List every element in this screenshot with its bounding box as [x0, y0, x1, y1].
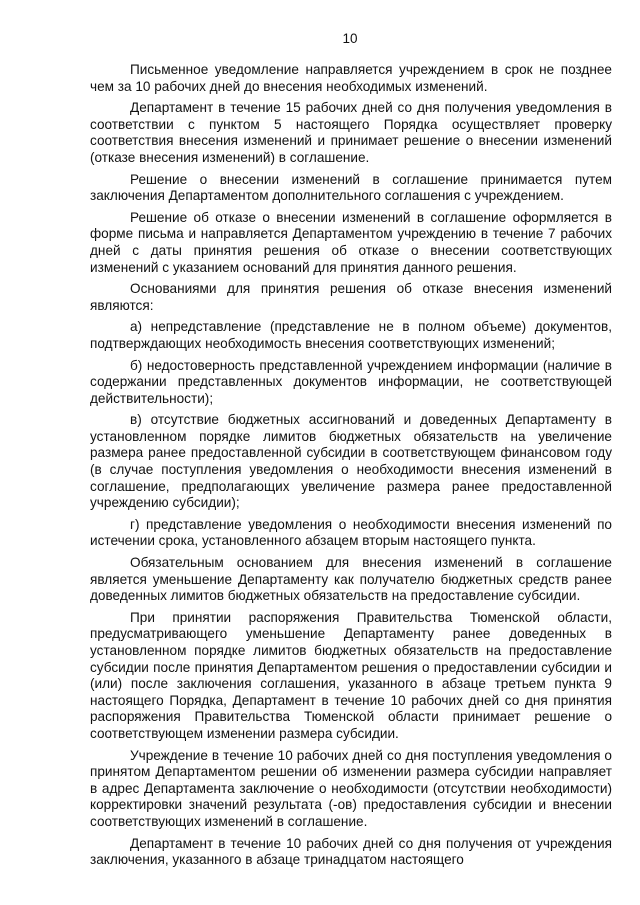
list-item-a: а) непредставление (представление не в полном объеме) документов, подтверждающих необходимость внесения соответствующих изменений;: [90, 319, 612, 351]
list-item-g: г) представление уведомления о необходимости внесения изменений по истечении срока, установленного абзацем вторым настоящего пункта.: [90, 516, 612, 549]
paragraph: При принятии распоряжения Правительства Тюменской области, предусматривающего уменьшение Департаменту ранее доведенных в установленном порядке лимитов бюджетных обязательств на предоставление субсидии после принятия Департаментом решения о предоставлении субсидии и (или) после заключения соглашения, указанного в абзаце третьем пункта 9 настоящего Порядка, Департамент в течение 10 рабочих дней со дня принятия распоряжения Правительства Тюменской области принимает решение о соответствующем изменении размера субсидии.: [90, 609, 612, 741]
paragraph: Решение об отказе о внесении изменений в соглашение оформляется в форме письма и направляется Департаментом учреждению в течение 7 рабочих дней с даты принятия решения об отказе о внесении соответствующих изменений с указанием оснований для принятия данного решения.: [90, 209, 612, 275]
paragraph: Департамент в течение 15 рабочих дней со дня получения уведомления в соответствии с пунктом 5 настоящего Порядка осуществляет проверку соответствия внесения изменений и принимает решение о внесении изменений (отказе внесения изменений) в соглашение.: [90, 100, 612, 165]
list-item-v: в) отсутствие бюджетных ассигнований и доведенных Департаменту в установленном порядке лимитов бюджетных обязательств на увеличение размера ранее предоставленной субсидии в соответствующем финансовом году (в случае поступления уведомления о необходимости внесения изменений в соглашение, предполагающих увеличение размера ранее предоставленной учреждению субсидии);: [90, 412, 612, 511]
paragraph: Основаниями для принятия решения об отказе внесения изменений являются:: [90, 281, 612, 313]
paragraph: Учреждение в течение 10 рабочих дней со дня поступления уведомления о принятом Департаментом решении об изменении размера субсидии направляет в адрес Департамента заключение о необходимости (отсутствии необходимости) корректировки значений результата (-ов) предоставления субсидии и внесении соответствующих изменений в соглашение.: [90, 747, 612, 829]
list-item-b: б) недостоверность представленной учреждением информации (наличие в содержании представленных документов информации, не соответствующей действительности);: [90, 357, 612, 406]
paragraph: Обязательным основанием для внесения изменений в соглашение является уменьшение Департаменту как получателю бюджетных средств ранее доведенных лимитов бюджетных обязательств на предоставление субсидии.: [90, 555, 612, 604]
paragraph: Департамент в течение 10 рабочих дней со дня получения от учреждения заключения, указанного в абзаце тринадцатом настоящего: [90, 835, 612, 868]
paragraph: Решение о внесении изменений в соглашение принимается путем заключения Департаментом дополнительного соглашения с учреждением.: [90, 171, 612, 204]
document-body: [90, 62, 612, 869]
paragraph: Письменное уведомление направляется учреждением в срок не позднее чем за 10 рабочих дней до внесения необходимых изменений.: [90, 62, 612, 94]
page-number: 10: [342, 31, 358, 46]
